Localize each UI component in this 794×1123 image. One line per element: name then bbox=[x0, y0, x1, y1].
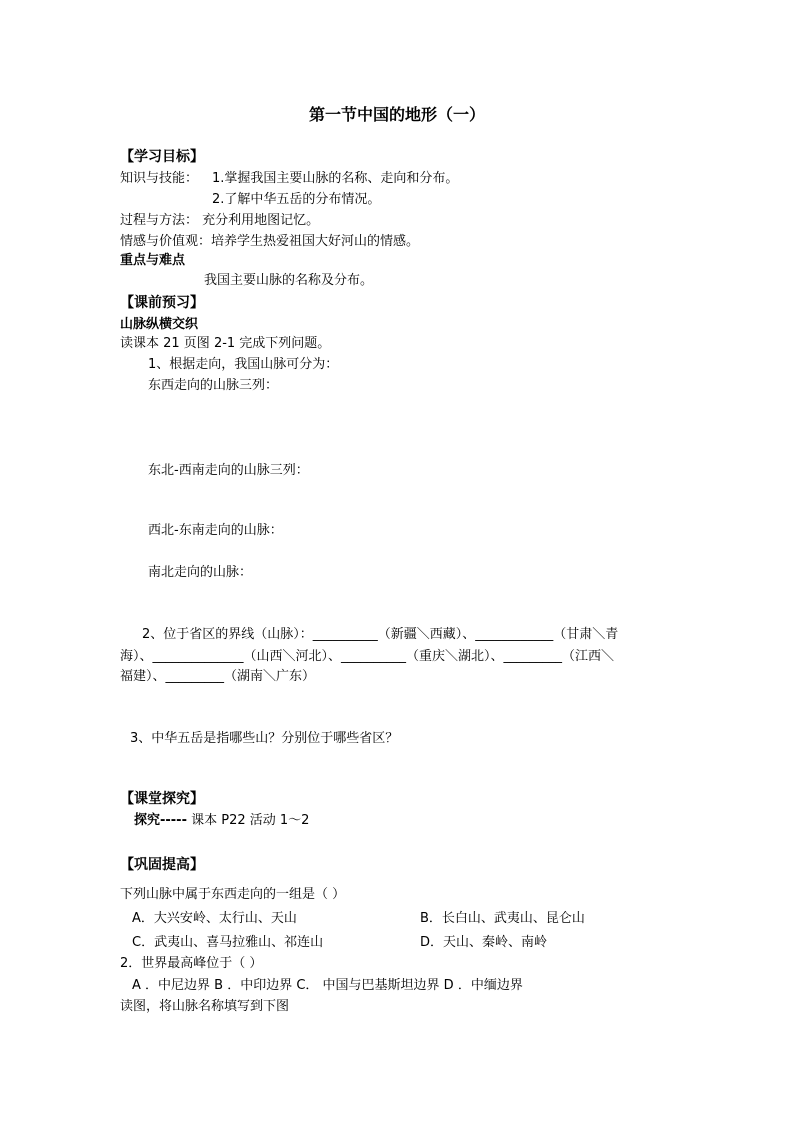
consolidate-q1: 下列山脉中属于东西走向的一组是（ ） bbox=[120, 887, 346, 902]
goals-heading: 【学习目标】 bbox=[120, 149, 204, 165]
explore-line bbox=[134, 812, 309, 830]
key-text: 我国主要山脉的名称及分布。 bbox=[204, 273, 374, 288]
preview-heading: 【课前预习】 bbox=[120, 295, 204, 311]
q1-option-d: D．天山、秦岭、南岭 bbox=[420, 935, 548, 950]
east-west-mountains: 东西走向的山脉三列： bbox=[148, 378, 279, 393]
preview-q2-line1: 2、位于省区的界线（山脉）：__________（新疆＼西藏）、____________（甘肃＼青 bbox=[142, 627, 619, 642]
q1-option-b: B．长白山、武夷山、昆仑山 bbox=[420, 911, 585, 926]
preview-q1: 1、根据走向，我国山脉可分为： bbox=[148, 357, 339, 372]
consolidate-q2: 2．世界最高峰位于（ ） bbox=[120, 956, 263, 971]
key-heading: 重点与难点 bbox=[120, 253, 186, 268]
consolidate-heading: 【巩固提高】 bbox=[120, 857, 204, 873]
knowledge-item-1: 1.掌握我国主要山脉的名称、走向和分布。 bbox=[212, 171, 459, 186]
explore-text: 课本 P22 活动 1～2 bbox=[186, 813, 310, 828]
explore-label: 探究----- bbox=[134, 813, 187, 828]
north-south-mountains: 南北走向的山脉： bbox=[148, 565, 253, 580]
preview-subheading: 山脉纵横交织 bbox=[120, 317, 199, 332]
q2-options: A ．中尼边界 B ．中印边界 C． 中国与巴基斯坦边界 D ．中缅边界 bbox=[132, 978, 523, 993]
emotion-value: 情感与价值观：培养学生热爱祖国大好河山的情感。 bbox=[120, 234, 420, 249]
q1-option-c: C．武夷山、喜马拉雅山、祁连山 bbox=[132, 935, 324, 950]
map-task: 读图，将山脉名称填写到下图 bbox=[120, 999, 290, 1014]
preview-q2-line3: 福建）、_________（湖南＼广东） bbox=[120, 669, 316, 684]
q1-option-a: A．大兴安岭、太行山、天山 bbox=[132, 911, 297, 926]
northeast-southwest-mountains: 东北-西南走向的山脉三列： bbox=[148, 463, 309, 478]
page-title: 第一节中国的地形（一） bbox=[308, 105, 485, 124]
knowledge-item-2: 2.了解中华五岳的分布情况。 bbox=[212, 192, 381, 207]
knowledge-label: 知识与技能： bbox=[120, 171, 199, 186]
preview-q2-line2: 海）、______________（山西＼河北）、__________（重庆＼湖北）、_________（江西＼ bbox=[120, 649, 615, 664]
explore-heading: 【课堂探究】 bbox=[120, 791, 204, 807]
process-method: 过程与方法： 充分利用地图记忆。 bbox=[120, 213, 320, 228]
preview-q3: 3、中华五岳是指哪些山？分别位于哪些省区？ bbox=[130, 731, 399, 746]
northwest-southeast-mountains: 西北-东南走向的山脉： bbox=[148, 523, 283, 538]
preview-instruction: 读课本 21 页图 2-1 完成下列问题。 bbox=[120, 336, 331, 351]
